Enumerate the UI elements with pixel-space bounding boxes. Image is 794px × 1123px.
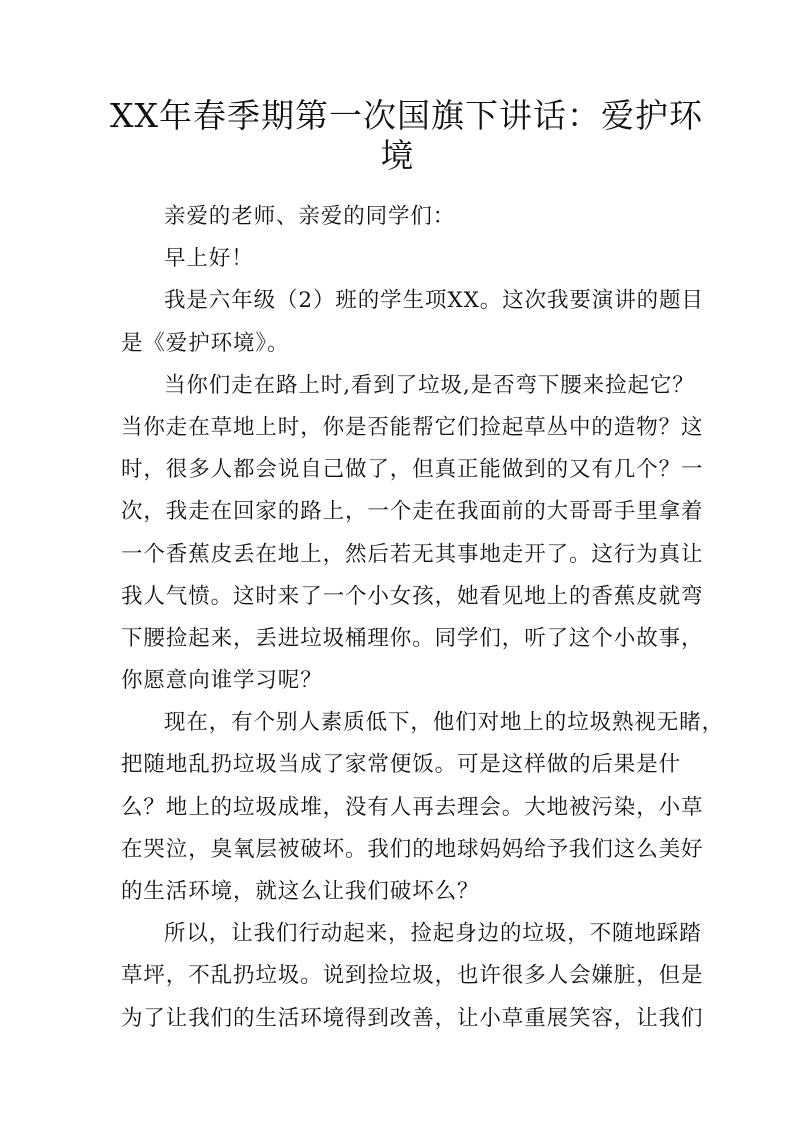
para1-line-1: 当你们走在路上时,看到了垃圾,是否弯下腰来捡起它？ [164, 372, 695, 398]
para1-line-4: 次，我走在回家的路上，一个走在我面前的大哥哥手里拿着 [121, 499, 704, 525]
para2-line-5: 的生活环境，就这么让我们破坏么？ [121, 879, 480, 904]
document-title [110, 96, 703, 176]
document-body [121, 196, 725, 1040]
para1-line-6: 我人气愤。这时来了一个小女孩，她看见地上的香蕉皮就弯 [121, 583, 704, 609]
title-line-1: XX年春季期第一次国旗下讲话：爱护环 [110, 96, 703, 135]
para3-line-2: 草坪，不乱扔垃圾。说到捡垃圾，也许很多人会嫌脏，但是 [121, 963, 704, 989]
intro-line-2: 是《爱护环境》。 [121, 330, 290, 356]
title-line-2: 境 [380, 136, 415, 175]
para1-line-2: 当你走在草地上时，你是否能帮它们捡起草丛中的造物？这 [121, 414, 704, 440]
salutation-line: 亲爱的老师、亲爱的同学们： [164, 204, 456, 229]
greeting-line: 早上好！ [164, 246, 254, 272]
para3-line-3: 为了让我们的生活环境得到改善，让小草重展笑容，让我们 [121, 1005, 704, 1031]
para1-line-7: 下腰捡起来，丢进垃圾桶理你。同学们，听了这个小故事， [121, 625, 704, 651]
para2-line-3: 么？地上的垃圾成堆，没有人再去理会。大地被污染，小草 [121, 794, 704, 820]
para1-line-5: 一个香蕉皮丢在地上，然后若无其事地走开了。这行为真让 [121, 541, 704, 567]
intro-line-1: 我是六年级（2）班的学生项XX。这次我要演讲的题目 [164, 288, 704, 314]
para2-line-2: 把随地乱扔垃圾当成了家常便饭。可是这样做的后果是什 [121, 752, 682, 778]
para2-line-4: 在哭泣，臭氧层被破坏。我们的地球妈妈给予我们这么美好 [121, 836, 704, 862]
para1-line-3: 时，很多人都会说自己做了，但真正能做到的又有几个？一 [121, 457, 704, 483]
para1-line-8: 你愿意向谁学习呢？ [121, 668, 323, 694]
para2-line-1: 现在，有个别人素质低下，他们对地上的垃圾熟视无睹， [164, 710, 725, 736]
para3-line-1: 所以，让我们行动起来，捡起身边的垃圾，不随地踩踏 [164, 921, 702, 947]
